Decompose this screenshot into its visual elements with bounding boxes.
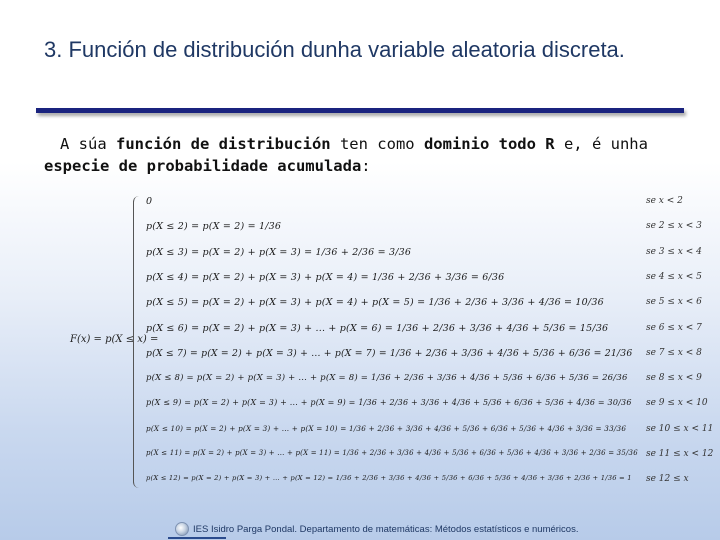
case-condition: se 10 ≤ x < 11	[646, 423, 714, 434]
intro-bold-2: dominio todo R	[423, 135, 555, 153]
slide-title: 3. Función de distribución dunha variable aleatoria discreta.	[44, 37, 625, 62]
intro-paragraph	[44, 133, 684, 177]
formula-brace	[133, 196, 140, 488]
case-condition: se 8 ≤ x < 9	[646, 373, 702, 384]
case-condition: se 3 ≤ x < 4	[646, 246, 702, 257]
case-expression: p(X ≤ 2) = p(X = 2) = 1/36	[146, 221, 282, 233]
intro-bold-1: función de distribución	[116, 135, 331, 153]
case-expression: p(X ≤ 4) = p(X = 2) + p(X = 3) + p(X = 4) = 1/36 + 2/36 + 3/36 = 6/36	[146, 271, 505, 283]
formula-case-row	[146, 423, 714, 448]
formula-case-row	[146, 449, 714, 473]
footer	[175, 521, 578, 537]
case-condition: se x < 2	[646, 196, 683, 206]
formula-case-row	[146, 474, 689, 498]
footer-underline	[168, 537, 226, 539]
case-condition: se 9 ≤ x < 10	[646, 398, 708, 409]
case-condition: se 2 ≤ x < 3	[646, 221, 702, 232]
formula-case-row	[146, 297, 702, 321]
case-expression: p(X ≤ 8) = p(X = 2) + p(X = 3) + ... + p(X = 8) = 1/36 + 2/36 + 3/36 + 4/36 + 5/36 + 6/36 + 5/36 = 26/36	[146, 373, 628, 384]
formula-case-row	[146, 373, 702, 397]
formula-case-row	[146, 196, 683, 220]
case-condition: se 5 ≤ x < 6	[646, 297, 702, 308]
case-expression: p(X ≤ 7) = p(X = 2) + p(X = 3) + ... + p(X = 7) = 1/36 + 2/36 + 3/36 + 4/36 + 5/36 + 6/36 = 21/36	[146, 347, 633, 359]
case-expression: p(X ≤ 9) = p(X = 2) + p(X = 3) + ... + p(X = 9) = 1/36 + 2/36 + 3/36 + 4/36 + 5/36 + 6/36 + 5/36 + 4/36 = 30/36	[146, 398, 632, 408]
footer-text: IES Isidro Parga Pondal. Departamento de matemáticas: Métodos estatísticos e numéricos.	[193, 523, 579, 535]
case-condition: se 6 ≤ x < 7	[646, 322, 702, 333]
title-underline	[36, 108, 684, 113]
case-condition: se 4 ≤ x < 5	[646, 271, 702, 282]
intro-bold-3: especie de probabilidade acumulada	[44, 157, 362, 175]
intro-text-1: A súa	[60, 135, 116, 153]
case-condition: se 11 ≤ x < 12	[646, 449, 714, 459]
case-condition: se 12 ≤ x	[646, 474, 689, 485]
formula-case-row	[146, 271, 702, 296]
case-expression: p(X ≤ 3) = p(X = 2) + p(X = 3) = 1/36 + 2/36 = 3/36	[146, 246, 412, 258]
intro-text-2: ten como	[330, 135, 424, 153]
formula-case-row	[146, 347, 702, 372]
intro-text-4: :	[361, 157, 371, 175]
case-expression: p(X ≤ 10) = p(X = 2) + p(X = 3) + ... + p(X = 10) = 1/36 + 2/36 + 3/36 + 4/36 + 5/36 + 6/36 + 5/36 + 4/36 + 3/36 = 33/36	[146, 423, 627, 433]
case-expression: p(X ≤ 11) = p(X = 2) + p(X = 3) + ... + p(X = 11) = 1/36 + 2/36 + 3/36 + 4/36 + 5/36 + 6/36 + 5/36 + 4/36 + 3/36 + 2/36 = 35/36	[146, 449, 638, 457]
formula-case-row	[146, 322, 702, 347]
formula-case-row	[146, 221, 702, 245]
globe-icon	[175, 522, 189, 536]
case-expression: 0	[146, 196, 153, 207]
case-expression: p(X ≤ 12) = p(X = 2) + p(X = 3) + ... + p(X = 12) = 1/36 + 2/36 + 3/36 + 4/36 + 5/36 + 6/36 + 5/36 + 4/36 + 3/36 + 2/36 + 1/36 = 1	[146, 474, 632, 483]
intro-text-3: e, é unha	[554, 135, 648, 153]
case-expression: p(X ≤ 6) = p(X = 2) + p(X = 3) + ... + p(X = 6) = 1/36 + 2/36 + 3/36 + 4/36 + 5/36 = 15/36	[146, 322, 609, 334]
distribution-function-formula	[70, 192, 714, 497]
formula-lhs: F(x) = p(X ≤ x) =	[70, 334, 159, 345]
formula-case-row	[146, 246, 702, 271]
case-expression: p(X ≤ 5) = p(X = 2) + p(X = 3) + p(X = 4) + p(X = 5) = 1/36 + 2/36 + 3/36 + 4/36 = 10/36	[146, 297, 604, 309]
formula-case-row	[146, 398, 708, 422]
case-condition: se 7 ≤ x < 8	[646, 347, 702, 358]
